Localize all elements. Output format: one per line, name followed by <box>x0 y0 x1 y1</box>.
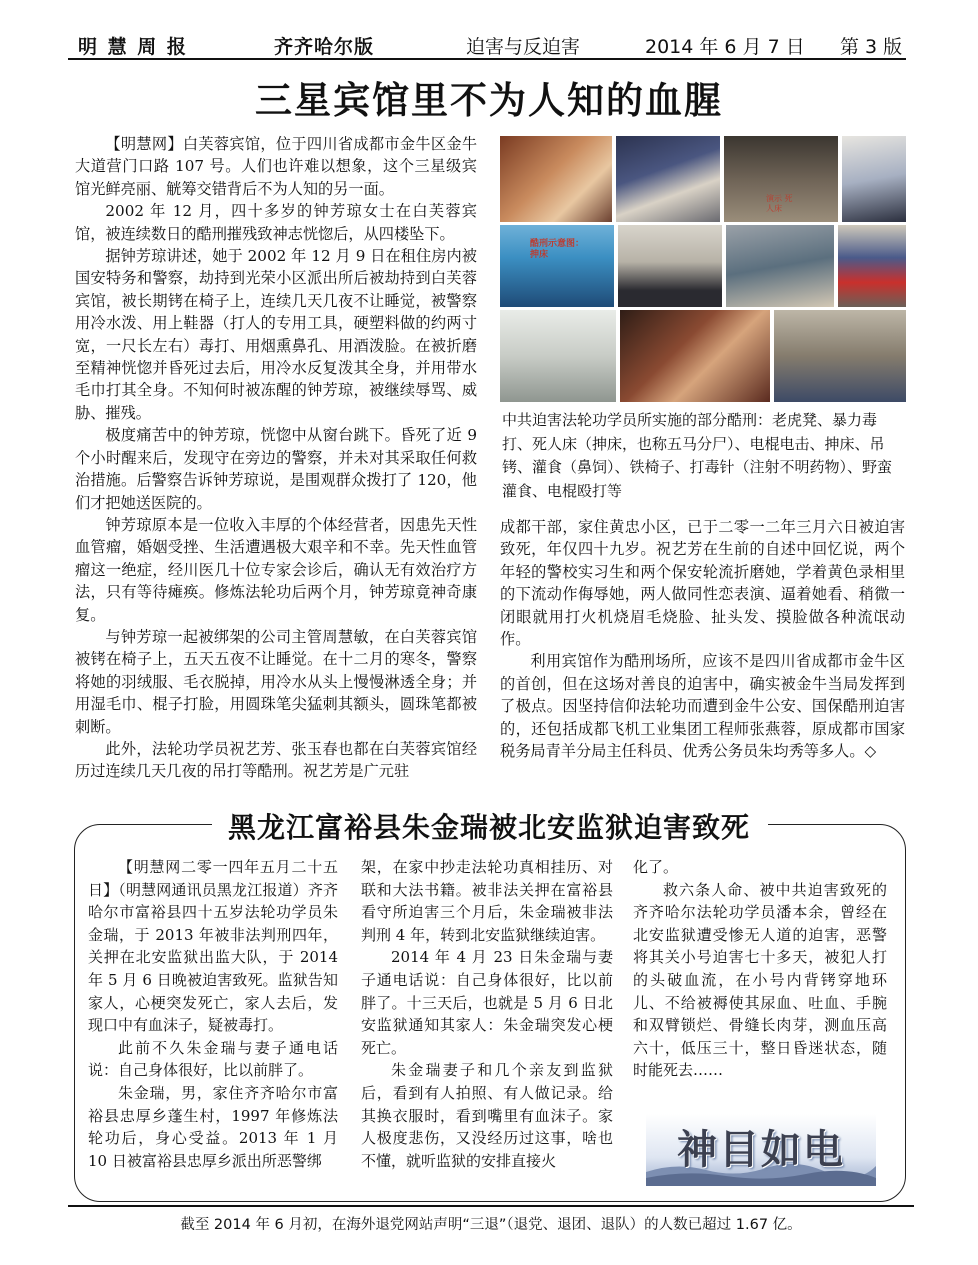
article1-title: 三星宾馆里不为人知的血腥 <box>255 79 723 122</box>
article1-paragraph: 与钟芳琼一起被绑架的公司主管周慧敏，在白芙蓉宾馆被铐在椅子上，五天五夜不让睡觉。在十二月的寒冬，警察将她的羽绒服、毛衣脱掉，用冷水从头上慢慢淋透全身；并用湿毛巾、棍子打脸，用圆珠笔尖猛刺其额头，圆珠笔都被刺断。 <box>75 627 477 736</box>
article2-paragraph: 2014 年 4 月 23 日朱金瑞与妻子通电话说：自己身体很好，比以前胖了。十三天后，也就是 5 月 6 日北安监狱通知其家人：朱金瑞突发心梗死亡。 <box>361 948 613 1057</box>
photo-hanging-handcuffs <box>618 225 722 307</box>
photo-tiger-bench <box>500 136 612 222</box>
article1-paragraph: 【明慧网】白芙蓉宾馆，位于四川省成都市金牛区金牛大道营门口路 107 号。人们也许难以想象，这个三星级宾馆光鲜亮丽、觥筹交错背后不为人知的另一面。 <box>75 135 477 198</box>
article2-paragraph: 此前不久朱金瑞与妻子通电话说：自己身体很好，比以前胖了。 <box>88 1038 338 1080</box>
article2-paragraph: 朱金瑞，男，家住齐齐哈尔市富裕县忠厚乡蓬生村，1997 年修炼法轮功后，身心受益。2013 年 1 月 10 日被富裕县忠厚乡派出所恶警绑 <box>88 1083 338 1170</box>
article1-paragraph: 钟芳琼原本是一位收入丰厚的个体经营者，因患先天性血管瘤，婚姻受挫、生活遭遇极大艰辛和不幸。先天性血管瘤这一绝症，经川医几十位专家会诊后，确认无有效治疗方法，只有等待瘫痪。修炼法轮功后两个月，钟芳琼竟神奇康复。 <box>75 515 477 624</box>
paper-name: 明 慧 周 报 <box>78 36 188 58</box>
photo-beating <box>616 136 720 222</box>
article1-paragraph: 2002 年 12 月，四十多岁的钟芳琼女士在白芙蓉宾馆，被连续数日的酷刑摧残致神志恍惚后，从四楼坠下。 <box>75 202 477 243</box>
footer-notice: 截至 2014 年 6 月初，在海外退党网站声明“三退”（退党、退团、退队）的人数已超过 1.67 亿。 <box>180 1217 802 1233</box>
article2-paragraph: 朱金瑞妻子和几个亲友到监狱后，看到有人拍照、有人做记录。给其换衣服时，看到嘴里有血沫子。家人极度悲伤，又没经历过这事，啥也不懂，就听监狱的安排直接火 <box>361 1061 613 1170</box>
article2-paragraph: 【明慧网二零一四年五月二十五日】（明慧网通讯员黑龙江报道）齐齐哈尔市富裕县四十五岁法轮功学员朱金瑞，于 2013 年被非法判刑四年，关押在北安监狱出监大队，于 2014 年 5 月 6 日晚被迫害致死。监狱告知家人，心梗突发死亡，家人去后，发现口中有血沫子，疑被毒打。 <box>88 858 338 1035</box>
issue-date: 2014 年 6 月 7 日 <box>645 36 805 58</box>
article2-column-2 <box>361 856 613 1172</box>
masthead <box>68 28 906 60</box>
photo-death-bed <box>724 136 838 222</box>
article2-column-3 <box>633 856 887 1082</box>
article1-left-column <box>75 133 477 783</box>
article1-paragraph: 利用宾馆作为酷刑场所，应该不是四川省成都市金牛区的首创，但在这场对善良的迫害中，确实被金牛当局发挥到了极点。因坚持信仰法轮功而遭到金牛公安、国保酷刑迫害的，还包括成都飞机工业集团工程师张燕蓉，原成都市国家税务局青羊分局主任科员、优秀公务员朱均秀等多人。◇ <box>500 652 905 761</box>
photo-label: 演示 死人床 <box>766 194 793 213</box>
photo-caption: 中共迫害法轮功学员所实施的部分酷刑：老虎凳、暴力毒打、死人床（抻床，也称五马分尸）、电棍电击、抻床、吊铐、灌食（鼻饲）、铁椅子、打毒针（注射不明药物）、野蛮灌食、电棍殴打等 <box>502 411 893 500</box>
photo-iron-chair <box>838 225 906 307</box>
article1-right-column <box>500 516 905 762</box>
article2-paragraph: 架，在家中抄走法轮功真相挂历、对联和大法书籍。被非法关押在富裕县看守所迫害三个月后，朱金瑞被非法判刑 4 年，转到北安监狱继续迫害。 <box>361 858 613 944</box>
article1-paragraph: 据钟芳琼讲述，她于 2002 年 12 月 9 日在租住房内被国安特务和警察，劫持到光荣小区派出所后被劫持到白芙蓉宾馆，被长期铐在椅子上，连续几天几夜不让睡觉，被警察用冷水泼、用上鞋器（打人的专用工具，硬塑料做的约两寸宽，一尺长左右）毒打、用烟熏鼻孔、用酒泼脸。在被折磨至精神恍惚并昏死过去后，用冷水反复泼其全身，并用带水毛巾打其全身。不知何时被冻醒的钟芳琼，被继续辱骂、威胁、摧残。 <box>75 247 477 422</box>
article1-paragraph: 成都干部，家住黄忠小区，已于二零一二年三月六日被迫害致死，年仅四十九岁。祝艺芳在生前的自述中回忆说，两个年轻的警校实习生和两个保安轮流折磨她，学着黄色录相里的下流动作侮辱她，两人做同性恋表演、逼着她看、稍微一闭眼就用打火机烧眉毛烧脸、扯头发、摸脸做各种流氓动作。 <box>500 518 905 649</box>
photo-force-feeding <box>726 225 834 307</box>
photo-stretch-bed <box>500 225 614 307</box>
page-number: 第 3 版 <box>840 36 903 58</box>
article1-paragraph: 极度痛苦中的钟芳琼，恍惚中从窗台跳下。昏死了近 9 个小时醒来后，发现守在旁边的警察，并未对其采取任何救治措施。后警察告诉钟芳琼说，是围观群众拨打了 120，他们才把她送医院的。 <box>75 426 477 512</box>
photo-poison-injection <box>500 310 616 402</box>
article2-title: 黑龙江富裕县朱金瑞被北安监狱迫害致死 <box>227 811 750 844</box>
edition-name: 齐齐哈尔版 <box>274 36 375 58</box>
article2-paragraph: 化了。 <box>633 858 679 876</box>
section-name: 迫害与反迫害 <box>466 36 581 58</box>
photo-electric-baton <box>842 136 906 222</box>
shenmu-rudian-banner <box>646 1114 876 1186</box>
footer-divider <box>68 1205 914 1207</box>
photo-brutal-feeding <box>620 310 770 402</box>
photo-label: 酷刑示意图：抻床 <box>530 239 585 260</box>
article2-column-1 <box>88 856 338 1172</box>
photo-baton-beating <box>774 310 906 402</box>
article2-paragraph: 救六条人命、被中共迫害致死的齐齐哈尔法轮功学员潘本余，曾经在北安监狱遭受惨无人道的迫害，恶警将其关小号迫害七十多天，被犯人打的头破血流，在小号内背铐穿地环儿、不给被褥使其尿血、吐血、手腕和双臂锁烂、骨缝长肉芽，测血压高六十，低压三十，整日昏迷状态，随时能死去…… <box>633 880 887 1080</box>
torture-photo-grid <box>500 136 906 402</box>
banner-title: 神目如电 <box>677 1127 845 1173</box>
article1-paragraph: 此外，法轮功学员祝艺芳、张玉春也都在白芙蓉宾馆经历过连续几天几夜的吊打等酷刑。祝艺芳是广元驻 <box>75 739 477 781</box>
